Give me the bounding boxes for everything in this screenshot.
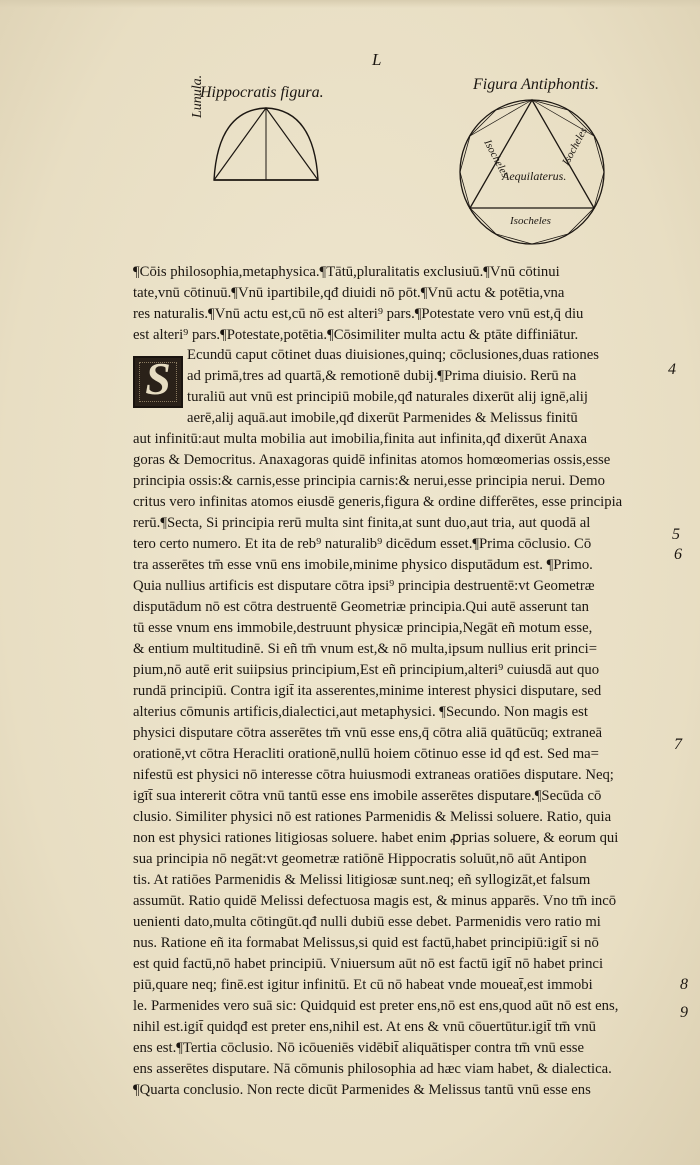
text-line: aerē,alij aquā.aut imobile,qđ dixerūt Parmenides & Melissus finitū [187, 410, 578, 426]
equilateral-label: Aequilaterus. [502, 169, 567, 183]
page-edge-shadow [0, 0, 700, 8]
text-line: rundā principiū. Contra igit̄ ita asserentes,minime interest physici disputare, sed [133, 683, 602, 699]
text-line: nus. Ratione eñ ita formabat Melissus,si quid est factū,habet principiū:igit̄ si nō [133, 935, 599, 951]
body-text [133, 429, 664, 1101]
ornamental-initial [133, 353, 183, 408]
text-line: critus vero infinitas atomos eiusdē generis,figura & ordine differētes, esse principia [133, 494, 623, 510]
text-line: ens asserētes disputare. Nā cōmunis philosophia ad hæc viam habet, & dialectica. [133, 1061, 612, 1077]
text-line: ad primā,tres ad quartā,& remotionē dubij.¶Prima diuisio. Rerū na [187, 368, 577, 384]
text-line: rerū.¶Secta, Si principia rerū multa sint finita,at sunt duo,aut tria, aut quodā al [133, 515, 591, 531]
text-line: res naturalis.¶Vnū actu est,cū nō est alteri⁹ pars.¶Potestate vero vnū est,q̄ diu [133, 306, 584, 322]
text-line: Ecundū caput cōtinet duas diuisiones,quinq; cōclusiones,duas rationes [187, 347, 599, 363]
text-line: piū,quare neq; finē.est igitur infinitū. Et cū nō habeat vnde moueat̄,est immobi [133, 977, 593, 993]
text-line: ens est.¶Tertia cōclusio. Nō icōueniēs vidēbit̄ aliquātisper contra tm̄ vnū esse [133, 1040, 585, 1056]
text-line: alterius cōmunis artificis,dialectici,aut metaphysici. ¶Secundo. Non magis est [133, 704, 588, 720]
text-line: nifestū est physici nō interesse cōtra huiusmodi extraneas oratiōes disputare. Neq; [133, 767, 614, 783]
antiphon-polygon-diagram [456, 94, 608, 250]
text-line: clusio. Similiter physici nō est rationes Parmenidis & Melissi soluere. Ratio, quia [133, 809, 612, 825]
text-line: orationē,vt cōtra Heracliti orationē,nullū hoiem cōtinuo esse id qđ est. Sed ma= [133, 746, 599, 762]
text-line: est alteri⁹ pars.¶Potestate,potētia.¶Cōsimiliter multa actu & ptāte diffiniātur. [133, 327, 579, 343]
lunula-label: Lunula. [190, 74, 205, 118]
margin-note-9: 9 [680, 1004, 688, 1021]
text-line: nihil est.igit̄ quidqđ est preter ens,nihil est. At ens & vnū cōuertūtur.igit̄ tm̄ vnū [133, 1019, 597, 1035]
margin-note-5: 5 [672, 526, 680, 543]
text-line: Quia nullius artificis est disputare cōtra ipsi⁹ principia destruentē:vt Geometræ [133, 578, 595, 594]
text-line: uenienti dato,multa cōtingūt.qđ nulli dubiū esse debet. Parmenidis vero ratio mi [133, 914, 601, 930]
text-line: sua principia nō negāt:vt geometræ ratiōnē Hippocratis soluūt,nō aūt Antipon [133, 851, 587, 867]
text-line: le. Parmenides vero suā sic: Quidquid est preter ens,nō est ens,quod aūt nō est ens, [133, 998, 619, 1014]
body-opening-lines [187, 345, 664, 429]
isosceles-bottom-label: Isocheles [510, 215, 551, 227]
text-line: tis. At ratiōes Parmenidis & Melissi litigiosæ sunt.neq; eñ syllogizāt,et falsum [133, 872, 591, 888]
hippocrates-lune-diagram [210, 104, 322, 184]
text-line: tū esse vnum ens immobile,destruunt physicæ principia,Negāt eñ motum esse, [133, 620, 593, 636]
text-line: ¶Quarta conclusio. Non recte dicūt Parmenides & Melissus tantū vnū esse ens [133, 1082, 591, 1098]
text-line: tero certo numero. Et ita de reb⁹ naturalib⁹ dicēdum esset.¶Prima cōclusio. Cō [133, 536, 592, 552]
initial-letter: S [145, 353, 171, 404]
antiphon-figure-label: Figura Antiphontis. [473, 76, 599, 93]
isosceles-right-label: Isocheles [560, 125, 590, 168]
text-line: assumūt. Ratio quidē Melissi defectuosa magis est, & minus apparēs. Vno tm̄ incō [133, 893, 617, 909]
margin-note-8: 8 [680, 976, 688, 993]
text-line: physici disputare cōtra asserētes tm̄ vnū esse ens,q̄ cōtra aliā quātūcūq; extraneā [133, 725, 603, 741]
margin-note-6: 6 [674, 546, 682, 563]
margin-note-7: 7 [674, 736, 682, 753]
text-line: principia ossis:& carnis,esse principia carnis:& nerui,esse principia nerui. Demo [133, 473, 605, 489]
text-line: turaliū aut vnū est principiū mobile,qđ naturales dixerūt alij ignē,alij [187, 389, 588, 405]
text-line: igīt̄ sua intererit cōtra vnū tantū esse ens imobile asserētes disputare.¶Secūda cō [133, 788, 602, 804]
text-line: disputādum nō est cōtra destruentē Geometriæ principia.Qui autē asserunt tan [133, 599, 590, 615]
folio-number: L [372, 50, 382, 69]
text-line: & entium multitudinē. Si eñ tm̄ vnum est,& nō multa,ipsum nullius erit princi= [133, 641, 597, 657]
text-line: aut infinitū:aut multa mobilia aut imobilia,finita aut infinita,qđ dixerūt Anaxa [133, 431, 587, 447]
text-line: goras & Democritus. Anaxagoras quidē infinitas atomos homœomerias ossis,esse [133, 452, 611, 468]
hippocrates-figure-label: Hippocratis figura. [200, 84, 324, 101]
margin-note-4: 4 [668, 361, 676, 378]
summary-paragraph [133, 262, 664, 346]
text-line: pium,nō autē erit suiipsius principium,Est eñ principium,alteri⁹ cuiusdā aut quo [133, 662, 600, 678]
isosceles-left-label: Isocheles [481, 137, 512, 180]
text-line: tate,vnū cōtinuū.¶Vnū ipartibile,qđ diuidi nō pōt.¶Vnū actu & potētia,vna [133, 285, 565, 301]
text-line: tra asserētes tm̄ esse vnū ens imobile,minime physico disputādum est. ¶Primo. [133, 557, 593, 573]
text-line: non est physici rationes litigiosas soluere. habet enim ꝓprias soluere, & eorum qui [133, 830, 619, 846]
text-line: est quid factū,nō habet principiū. Vniuersum aūt nō est factū igit̄ nō habet princi [133, 956, 604, 972]
text-line: ¶Cōis philosophia,metaphysica.¶Tātū,pluralitatis exclusiuū.¶Vnū cōtinui [133, 264, 560, 280]
